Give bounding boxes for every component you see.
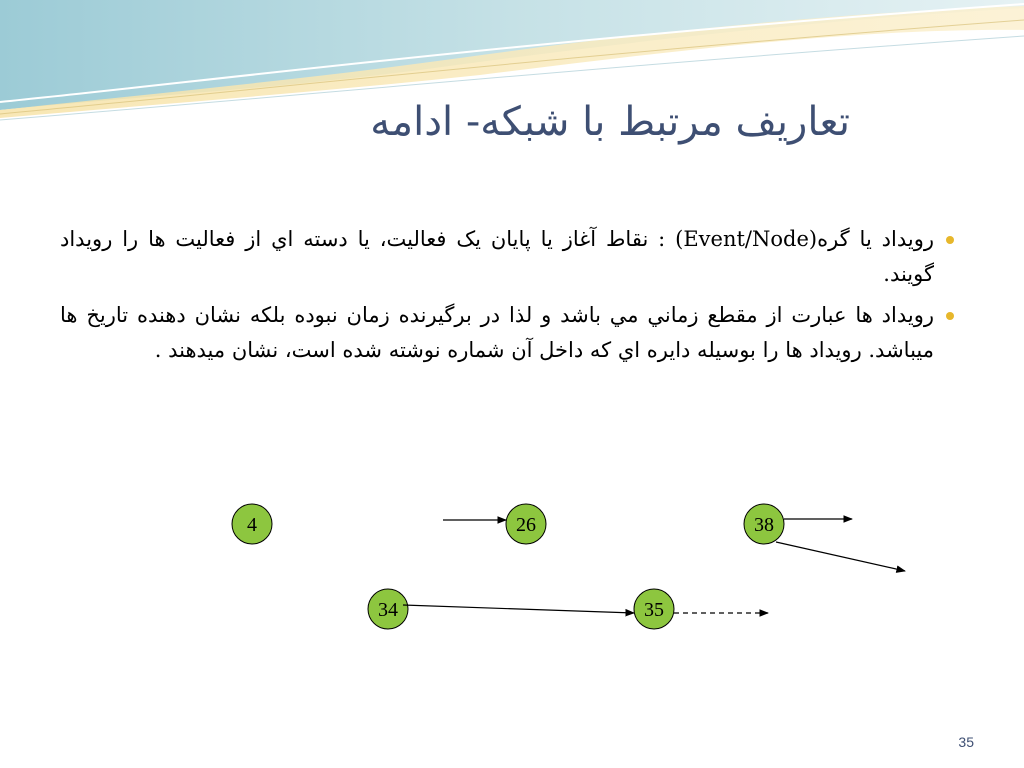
node-label: 26 (516, 514, 536, 536)
page-number: 35 (958, 734, 974, 750)
event-node (744, 504, 784, 544)
event-node (634, 589, 674, 629)
bullet-item (60, 298, 936, 368)
event-node (232, 504, 272, 544)
arrow (776, 542, 905, 571)
term-english: (Event/Node) (675, 227, 818, 251)
term-separator: : (648, 227, 676, 251)
node-label: 38 (754, 514, 774, 536)
bullet-list (60, 222, 936, 374)
event-node-diagram (0, 490, 1024, 640)
event-node (368, 589, 408, 629)
node-label: 4 (247, 514, 257, 536)
bullet-text: رويداد ها عبارت از مقطع زماني مي باشد و لذا در برگيرنده زمان نبوده بلکه نشان دهنده تاريخ ها ميباشد. رويداد ها را بوسيله دايره اي که داخل آن شماره نوشته شده است، نشان ميدهند . (60, 303, 934, 362)
bullet-text: نقاط آغاز يا پايان يک فعاليت، يا دسته اي از فعاليت ها را رويداد گويند. (60, 227, 934, 286)
slide-title: تعاريف مرتبط با شبکه- ادامه (370, 99, 850, 145)
bullet-item (60, 222, 936, 292)
term-prefix: رويداد يا گره (817, 227, 934, 251)
node-label: 34 (378, 599, 398, 621)
event-node (506, 504, 546, 544)
bullet-icon (946, 236, 954, 244)
arrow (403, 605, 634, 613)
node-label: 35 (644, 599, 664, 621)
bullet-icon (946, 312, 954, 320)
